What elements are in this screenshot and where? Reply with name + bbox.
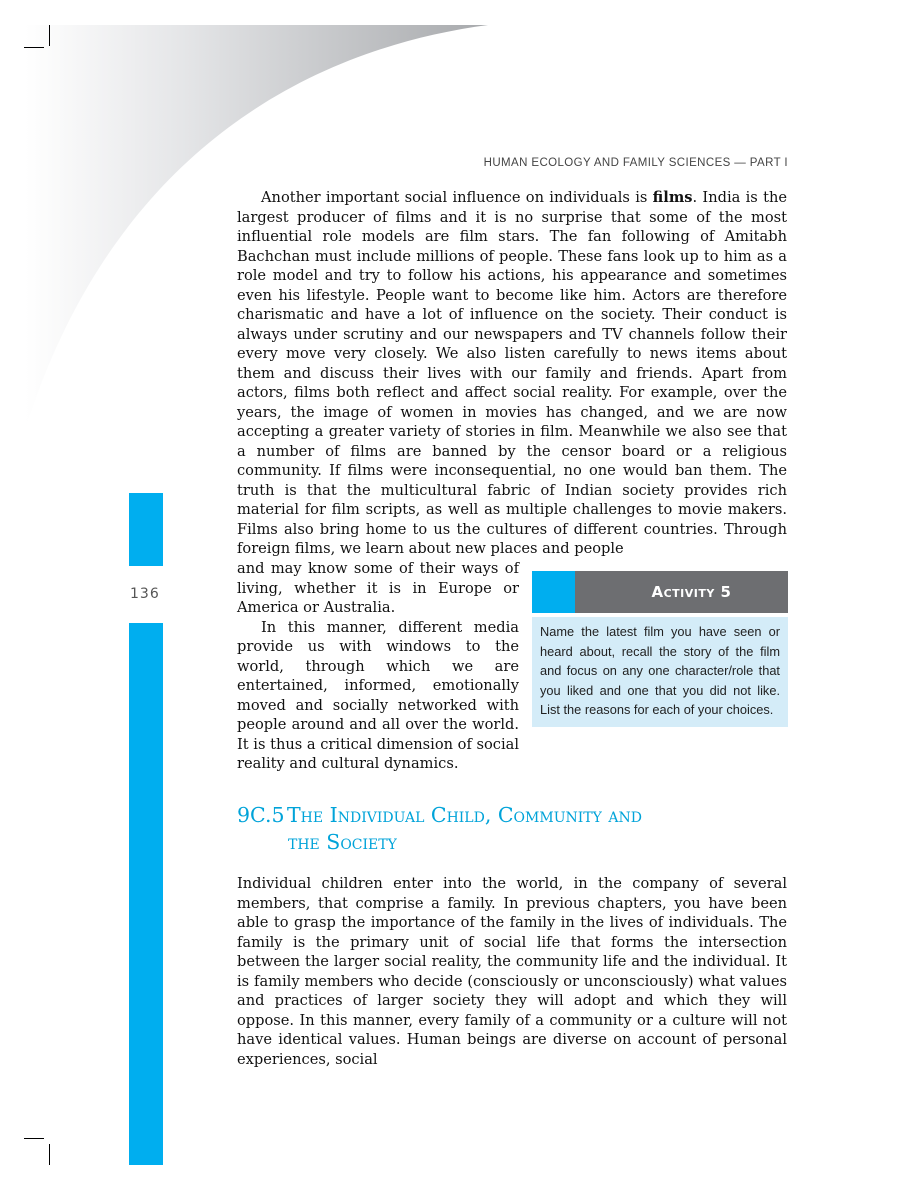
activity-header bbox=[532, 571, 788, 613]
blue-sidebar-lower bbox=[129, 623, 163, 1165]
paragraph-films-body: . India is the largest producer of films and it is no surprise that some of the most influential role models are film stars. The fan following of Amitabh Bachchan must include millions of people. These fans look up to him as a role model and try to follow his actions, his appearance and sometimes even his lifestyle. People want to become like him. Actors are therefore charismatic and have a lot of influence on the society. Their conduct is always under scrutiny and our newspapers and TV channels follow their every move very closely. We also listen carefully to news items about them and discuss their lives with our family and friends. Apart from actors, films both reflect and affect social reality. For example, over the years, the image of women in movies has changed, and we are now accepting a greater variety of stories in film. Meanwhile we also see that a number of films are banned by the censor board or a religious community. If films were inconsequential, no one would ban them. The truth is that the multicultural fabric of Indian society provides rich material for film scripts, as well as multiple challenges to movie makers. Films also bring home to us the cultures of different countries. Through foreign films, we learn about new places and people bbox=[237, 189, 787, 557]
section-title-line2: the Society bbox=[288, 830, 397, 854]
blue-sidebar-upper bbox=[129, 493, 163, 566]
keyword-films: films bbox=[652, 189, 693, 206]
activity-box bbox=[532, 571, 788, 727]
page-number: 136 bbox=[130, 586, 160, 602]
running-head: HUMAN ECOLOGY AND FAMILY SCIENCES — PART I bbox=[483, 157, 788, 169]
crop-mark-bottom-horizontal bbox=[24, 1138, 44, 1139]
activity-body: Name the latest film you have seen or heard about, recall the story of the film and focus on any one character/role that you liked and one that you did not like. List the reasons for each of your choices. bbox=[532, 617, 788, 727]
section-number: 9C.5 bbox=[237, 803, 285, 827]
paragraph-films-continued: and may know some of their ways of living, whether it is in Europe or America or Australia. bbox=[237, 560, 519, 616]
left-column-text bbox=[237, 559, 519, 774]
section-heading bbox=[237, 802, 797, 856]
activity-title: Activity 5 bbox=[651, 583, 732, 601]
crop-mark-bottom-vertical bbox=[49, 1144, 50, 1165]
section-title-line1: The Individual Child, Community and bbox=[287, 803, 642, 827]
paragraph-media: In this manner, different media provide us with windows to the world, through which we are entertained, informed, emotionally moved and socially networked with people around and all over the world. It is thus a critical dimension of social reality and cultural dynamics. bbox=[237, 618, 519, 772]
paragraph-films-lead: Another important social influence on individuals is bbox=[261, 189, 653, 206]
crop-mark-top-vertical bbox=[49, 25, 50, 46]
paragraph-individual-child: Individual children enter into the world, in the company of several members, that comprise a family. In previous chapters, you have been able to grasp the importance of the family in the lives of individuals. The family is the primary unit of social life that forms the intersection between the larger social reality, the community life and the individual. It is family members who decide (consciously or unconsciously) what values and practices of larger society they will adopt and which they will oppose. In this manner, every family of a community or a culture will not have identical values. Human beings are diverse on account of personal experiences, social bbox=[237, 875, 787, 1068]
crop-mark-top-horizontal bbox=[24, 47, 44, 48]
paragraph-films bbox=[237, 188, 787, 559]
activity-header-accent bbox=[532, 571, 575, 613]
